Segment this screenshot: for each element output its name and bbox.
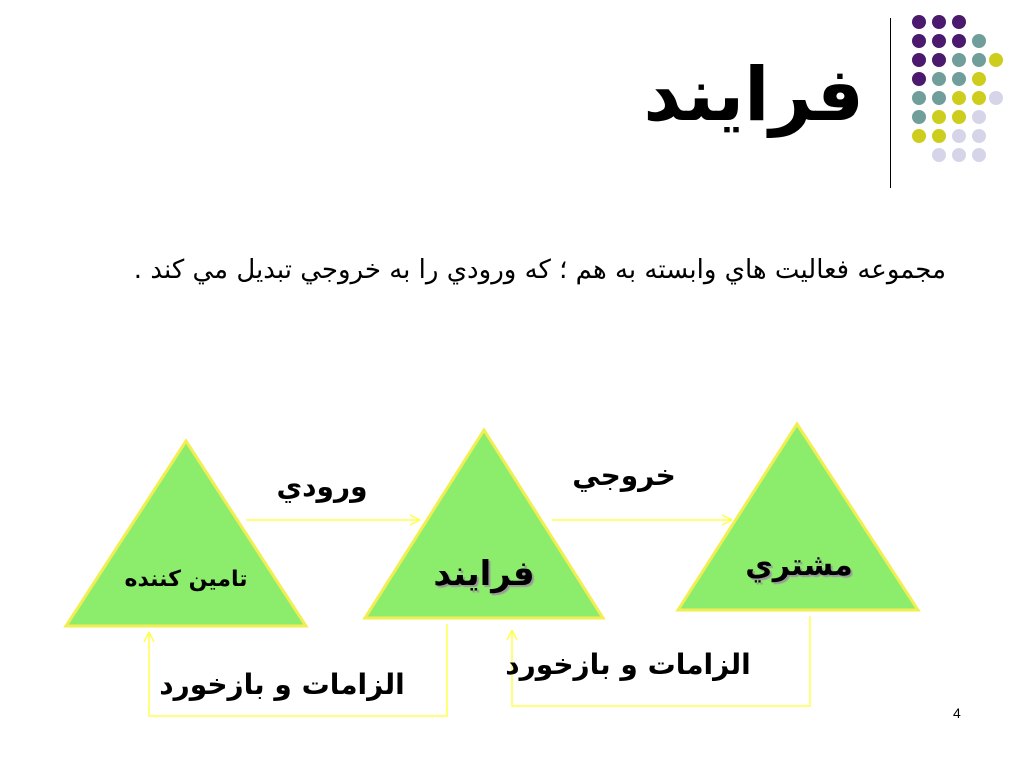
input-arrow-label: ورودي (276, 470, 368, 503)
process-label: فرايند (433, 554, 535, 594)
output-arrow-label: خروجي (572, 459, 676, 492)
feedback-right-label: الزامات و بازخورد (505, 648, 751, 681)
supplier-label: تامين كننده (124, 567, 248, 592)
body-text: مجموعه فعاليت هاي وابسته به هم ؛ كه ورودي را به خروجي تبديل مي كند . (133, 255, 946, 285)
slide-title: فرايند (643, 52, 864, 138)
supplier-triangle (66, 441, 306, 626)
slide-number: 4 (953, 705, 961, 721)
customer-label: مشتري (745, 548, 853, 583)
feedback-left-label: الزامات و بازخورد (159, 668, 405, 701)
